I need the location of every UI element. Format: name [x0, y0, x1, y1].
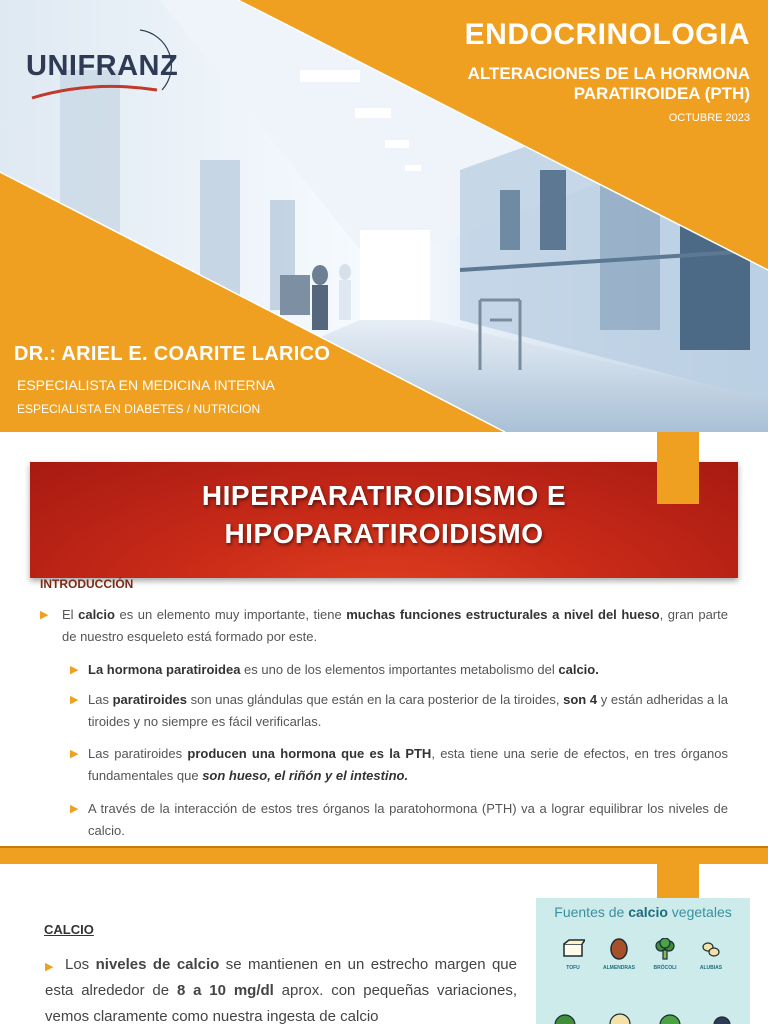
- broccoli-icon: [653, 938, 677, 960]
- specialty-1: ESPECIALISTA EN MEDICINA INTERNA: [17, 377, 276, 393]
- orange-tab: [657, 864, 699, 900]
- calcio-paragraph: ▶ Los niveles de calcio se mantienen en un estrecho margen que esta alrededor de 8 a 10 mg/dl aprox. con pequeñas variaciones, vemos claramente como nuestra ingesta de calcio: [45, 956, 517, 1024]
- tofu-icon: [561, 938, 585, 960]
- bullet-arrow-icon: ▶: [70, 694, 79, 706]
- doctor-name: DR.: ARIEL E. COARITE LARICO: [14, 343, 331, 365]
- section-label: INTRODUCCIÓN: [40, 577, 134, 591]
- bullet-3: ▶ Las paratiroides son unas glándulas que están en la cara posterior de la tiroides, son 4 y están adheridas a la tiroides y no siempre es fácil verificarlas.: [88, 689, 728, 733]
- beans-icon: [699, 938, 723, 960]
- course-subtitle: ALTERACIONES DE LA HORMONA PARATIROIDEA (PTH): [467, 64, 750, 103]
- calcio-slide: [0, 864, 768, 1024]
- course-title: ENDOCRINOLOGIA: [464, 18, 750, 51]
- banner-title-line1: HIPERPARATIROIDISMO E: [201, 480, 567, 511]
- food-item-almendras: ALMENDRAS: [594, 938, 644, 971]
- bullet-arrow-icon: ▶: [70, 664, 79, 676]
- bullet-5: ▶ A través de la interacción de estos tres órganos la paratohormona (PTH) va a lograr equilibrar los niveles de calcio.: [88, 798, 728, 842]
- food-item-tofu: TOFU: [548, 938, 598, 971]
- more-foods-icons: [550, 1010, 740, 1024]
- bullet-arrow-icon: ▶: [45, 961, 54, 973]
- banner-title-line2: HIPOPARATIROIDISMO: [224, 518, 544, 549]
- food-item-brocoli: BRÓCOLI: [640, 938, 690, 971]
- specialty-2: ESPECIALISTA EN DIABETES / NUTRICION: [17, 402, 261, 416]
- bottom-accent-bar: [0, 846, 768, 866]
- orange-tab: [657, 432, 699, 504]
- infographic-title: Fuentes de calcio vegetales: [554, 904, 732, 920]
- food-item-alubias: ALUBIAS: [686, 938, 736, 971]
- title-banner: [30, 462, 738, 578]
- section-heading: CALCIO: [44, 922, 94, 937]
- intro-slide: [0, 432, 768, 864]
- title-slide: [0, 0, 768, 432]
- bullet-arrow-icon: ▶: [40, 609, 49, 621]
- calcio-infographic: [536, 898, 750, 1024]
- date-label: OCTUBRE 2023: [668, 112, 750, 124]
- bullet-arrow-icon: ▶: [70, 748, 79, 760]
- logo-text: UNIFRANZ: [26, 50, 179, 82]
- bullet-1: ▶ El calcio es un elemento muy importante, tiene muchas funciones estructurales a nivel del hueso, gran parte de nuestro esqueleto está formado por este.: [62, 604, 728, 648]
- bullet-4: ▶ Las paratiroides producen una hormona que es la PTH, esta tiene una serie de efectos, en tres órganos fundamentales que son hueso, el riñón y el intestino.: [88, 743, 728, 787]
- almond-icon: [607, 938, 631, 960]
- bullet-arrow-icon: ▶: [70, 803, 79, 815]
- bullet-2: ▶ La hormona paratiroidea es uno de los elementos importantes metabolismo del calcio.: [88, 659, 728, 681]
